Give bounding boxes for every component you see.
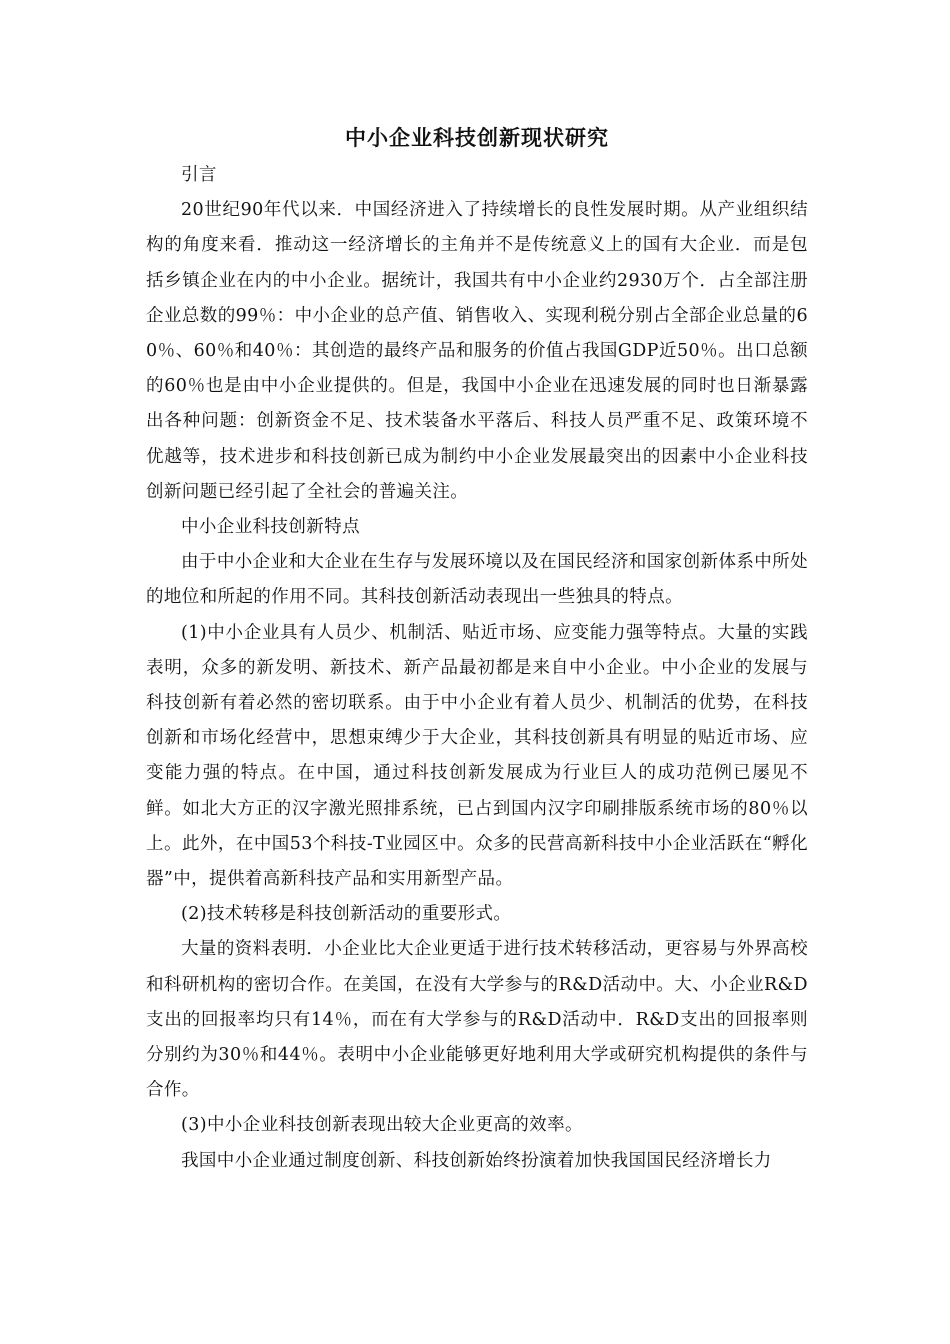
document-title: 中小企业科技创新现状研究 xyxy=(345,125,609,150)
paragraph-point-2: 大量的资料表明．小企业比大企业更适于进行技术转移活动，更容易与外界高校和科研机构的密切合作。在美国，在没有大学参与的R&D活动中。大、小企业R&D支出的回报率均只有14％，而在有大学参与的R&D活动中．R&D支出的回报率则分别约为30％和44％。表明中小企业能够更好地利用大学或研究机构提供的条件与合作。 xyxy=(146,939,808,1101)
section-heading-point-2: (2)技术转移是科技创新活动的重要形式。 xyxy=(181,904,512,925)
document-body xyxy=(146,118,808,1179)
paragraph-features-intro: 由于中小企业和大企业在生存与发展环境以及在国民经济和国家创新体系中所处的地位和所起的作用不同。其科技创新活动表现出一些独具的特点。 xyxy=(146,552,808,608)
section-heading-features: 中小企业科技创新特点 xyxy=(181,517,360,538)
section-heading-point-3: (3)中小企业科技创新表现出较大企业更高的效率。 xyxy=(181,1115,583,1136)
paragraph-intro: 20世纪90年代以来．中国经济进入了持续增长的良性发展时期。从产业组织结构的角度来看．推动这一经济增长的主角并不是传统意义上的国有大企业．而是包括乡镇企业在内的中小企业。据统计，我国共有中小企业约2930万个．占全部注册企业总数的99％：中小企业的总产值、销售收入、实现利税分别占全部企业总量的60％、60％和40％：其创造的最终产品和服务的价值占我国GDP近50％。出口总额的60％也是由中小企业提供的。但是，我国中小企业在迅速发展的同时也日渐暴露出各种问题：创新资金不足、技术装备水平落后、科技人员严重不足、政策环境不优越等，技术进步和科技创新已成为制约中小企业发展最突出的因素中小企业科技创新问题已经引起了全社会的普遍关注。 xyxy=(146,200,808,502)
section-heading-intro: 引言 xyxy=(181,165,217,185)
paragraph-point-1: (1)中小企业具有人员少、机制活、贴近市场、应变能力强等特点。大量的实践表明，众多的新发明、新技术、新产品最初都是来自中小企业。中小企业的发展与科技创新有着必然的密切联系。由于中小企业有着人员少、机制活的优势，在科技创新和市场化经营中，思想束缚少于大企业，其科技创新具有明显的贴近市场、应变能力强的特点。在中国，通过科技创新发展成为行业巨人的成功范例已屡见不鲜。如北大方正的汉字激光照排系统，已占到国内汉字印刷排版系统市场的80％以上。此外，在中国53个科技-T业园区中。众多的民营高新科技中小企业活跃在“孵化器”中，提供着高新科技产品和实用新型产品。 xyxy=(146,622,808,890)
paragraph-point-3: 我国中小企业通过制度创新、科技创新始终扮演着加快我国国民经济增长力 xyxy=(181,1150,772,1171)
